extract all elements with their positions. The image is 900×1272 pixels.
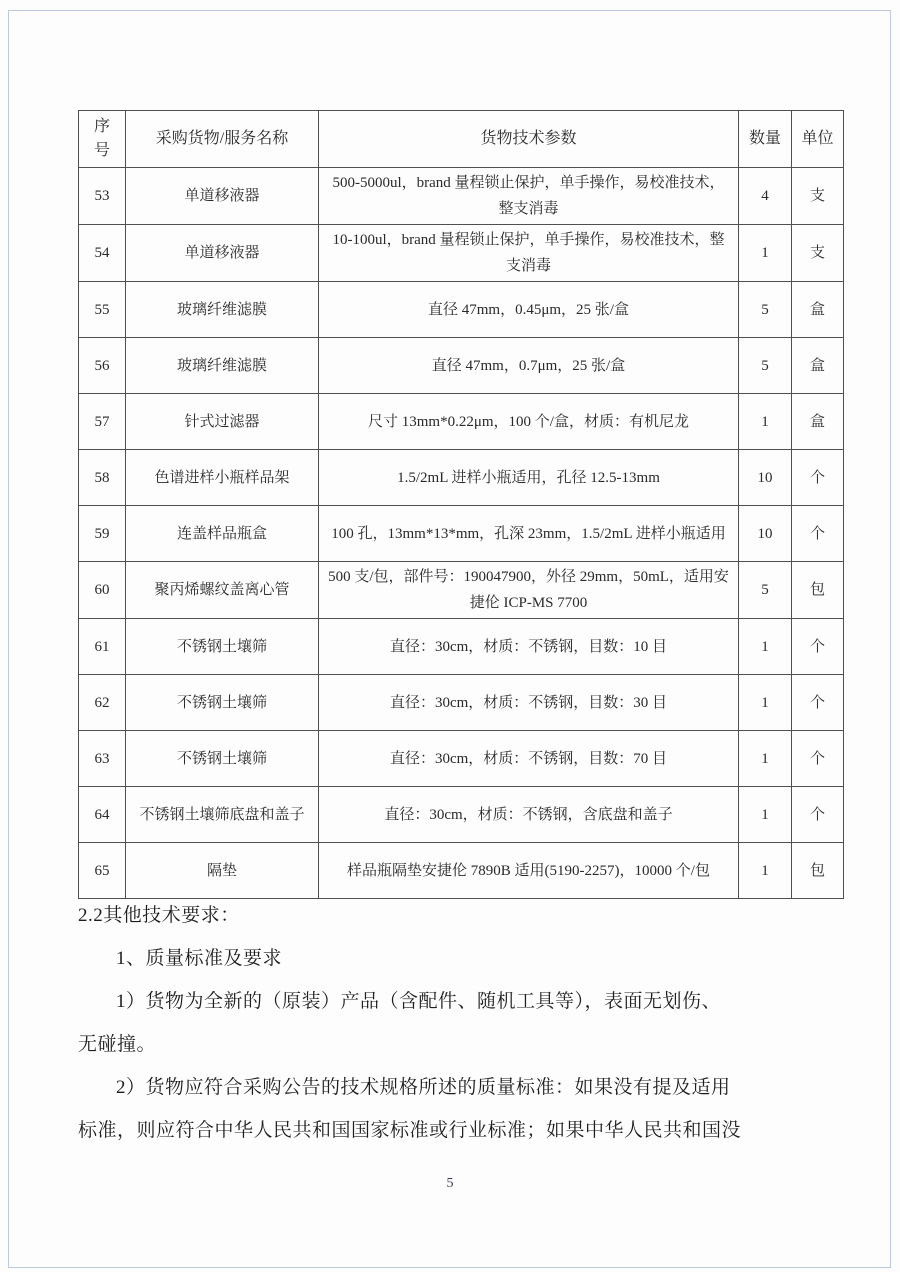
cell-serial-number: 53 [79, 168, 126, 225]
header-quantity: 数量 [739, 111, 792, 168]
cell-quantity: 10 [739, 506, 792, 562]
cell-serial-number: 58 [79, 450, 126, 506]
table-row [79, 675, 844, 731]
cell-serial-number: 65 [79, 843, 126, 899]
page-number: 5 [446, 1176, 454, 1191]
cell-tech-params: 100 孔，13mm*13*mm，孔深 23mm，1.5/2mL 进样小瓶适用 [319, 506, 739, 562]
procurement-items-table [78, 110, 844, 899]
cell-unit: 盒 [792, 338, 844, 394]
cell-unit: 包 [792, 843, 844, 899]
cell-unit: 支 [792, 168, 844, 225]
cell-item-name: 针式过滤器 [126, 394, 319, 450]
cell-tech-params: 直径：30cm，材质：不锈钢，含底盘和盖子 [319, 787, 739, 843]
cell-item-name: 单道移液器 [126, 168, 319, 225]
cell-quantity: 5 [739, 562, 792, 619]
cell-unit: 个 [792, 619, 844, 675]
cell-quantity: 1 [739, 619, 792, 675]
table-row [79, 225, 844, 282]
cell-quantity: 1 [739, 787, 792, 843]
cell-unit: 个 [792, 506, 844, 562]
cell-tech-params: 直径 47mm，0.7μm，25 张/盒 [319, 338, 739, 394]
cell-tech-params: 1.5/2mL 进样小瓶适用，孔径 12.5-13mm [319, 450, 739, 506]
table-row [79, 843, 844, 899]
cell-unit: 盒 [792, 394, 844, 450]
cell-quantity: 5 [739, 338, 792, 394]
cell-item-name: 色谱进样小瓶样品架 [126, 450, 319, 506]
cell-tech-params: 直径：30cm，材质：不锈钢，目数：10 目 [319, 619, 739, 675]
body-line: 无碰撞。 [78, 1034, 157, 1055]
cell-quantity: 4 [739, 168, 792, 225]
cell-item-name: 连盖样品瓶盒 [126, 506, 319, 562]
table-row [79, 619, 844, 675]
body-line: 2）货物应符合采购公告的技术规格所述的质量标准：如果没有提及适用 [116, 1077, 731, 1098]
cell-serial-number: 54 [79, 225, 126, 282]
cell-unit: 盒 [792, 282, 844, 338]
cell-quantity: 10 [739, 450, 792, 506]
table-row [79, 506, 844, 562]
cell-serial-number: 56 [79, 338, 126, 394]
cell-item-name: 玻璃纤维滤膜 [126, 282, 319, 338]
body-text-block [78, 894, 826, 1152]
table-row [79, 787, 844, 843]
cell-tech-params: 500 支/包，部件号：190047900，外径 29mm，50mL，适用安捷伦 ICP-MS 7700 [319, 562, 739, 619]
cell-tech-params: 500-5000ul，brand 量程锁止保护，单手操作，易校准技术，整支消毒 [319, 168, 739, 225]
cell-serial-number: 60 [79, 562, 126, 619]
cell-item-name: 聚丙烯螺纹盖离心管 [126, 562, 319, 619]
cell-quantity: 1 [739, 843, 792, 899]
cell-quantity: 1 [739, 675, 792, 731]
cell-item-name: 不锈钢土壤筛 [126, 619, 319, 675]
table-row [79, 450, 844, 506]
cell-serial-number: 61 [79, 619, 126, 675]
header-tech-params: 货物技术参数 [319, 111, 739, 168]
cell-quantity: 1 [739, 225, 792, 282]
cell-item-name: 不锈钢土壤筛 [126, 731, 319, 787]
table-row [79, 168, 844, 225]
cell-unit: 个 [792, 731, 844, 787]
cell-tech-params: 直径：30cm，材质：不锈钢，目数：30 目 [319, 675, 739, 731]
body-line: 1）货物为全新的（原装）产品（含配件、随机工具等），表面无划伤、 [116, 991, 722, 1012]
cell-tech-params: 尺寸 13mm*0.22μm，100 个/盒，材质：有机尼龙 [319, 394, 739, 450]
cell-serial-number: 64 [79, 787, 126, 843]
cell-unit: 个 [792, 450, 844, 506]
cell-quantity: 5 [739, 282, 792, 338]
cell-tech-params: 直径：30cm，材质：不锈钢，目数：70 目 [319, 731, 739, 787]
header-item-name: 采购货物/服务名称 [126, 111, 319, 168]
cell-item-name: 隔垫 [126, 843, 319, 899]
table-row [79, 338, 844, 394]
body-line: 2.2其他技术要求： [78, 905, 240, 926]
cell-quantity: 1 [739, 731, 792, 787]
cell-serial-number: 57 [79, 394, 126, 450]
cell-unit: 个 [792, 675, 844, 731]
header-unit: 单位 [792, 111, 844, 168]
cell-item-name: 单道移液器 [126, 225, 319, 282]
table-row [79, 562, 844, 619]
table-header-row [79, 111, 844, 168]
cell-serial-number: 63 [79, 731, 126, 787]
cell-unit: 包 [792, 562, 844, 619]
table-row [79, 282, 844, 338]
cell-unit: 支 [792, 225, 844, 282]
cell-quantity: 1 [739, 394, 792, 450]
table-row [79, 394, 844, 450]
cell-item-name: 玻璃纤维滤膜 [126, 338, 319, 394]
cell-serial-number: 62 [79, 675, 126, 731]
cell-tech-params: 10-100ul，brand 量程锁止保护，单手操作，易校准技术，整支消毒 [319, 225, 739, 282]
header-serial-number: 序号 [79, 111, 126, 168]
cell-tech-params: 样品瓶隔垫安捷伦 7890B 适用(5190-2257)，10000 个/包 [319, 843, 739, 899]
cell-item-name: 不锈钢土壤筛 [126, 675, 319, 731]
cell-serial-number: 55 [79, 282, 126, 338]
cell-unit: 个 [792, 787, 844, 843]
cell-tech-params: 直径 47mm，0.45μm，25 张/盒 [319, 282, 739, 338]
cell-serial-number: 59 [79, 506, 126, 562]
body-line: 标准，则应符合中华人民共和国国家标准或行业标准；如果中华人民共和国没 [78, 1120, 742, 1141]
body-line: 1、质量标准及要求 [116, 948, 283, 969]
cell-item-name: 不锈钢土壤筛底盘和盖子 [126, 787, 319, 843]
table-row [79, 731, 844, 787]
